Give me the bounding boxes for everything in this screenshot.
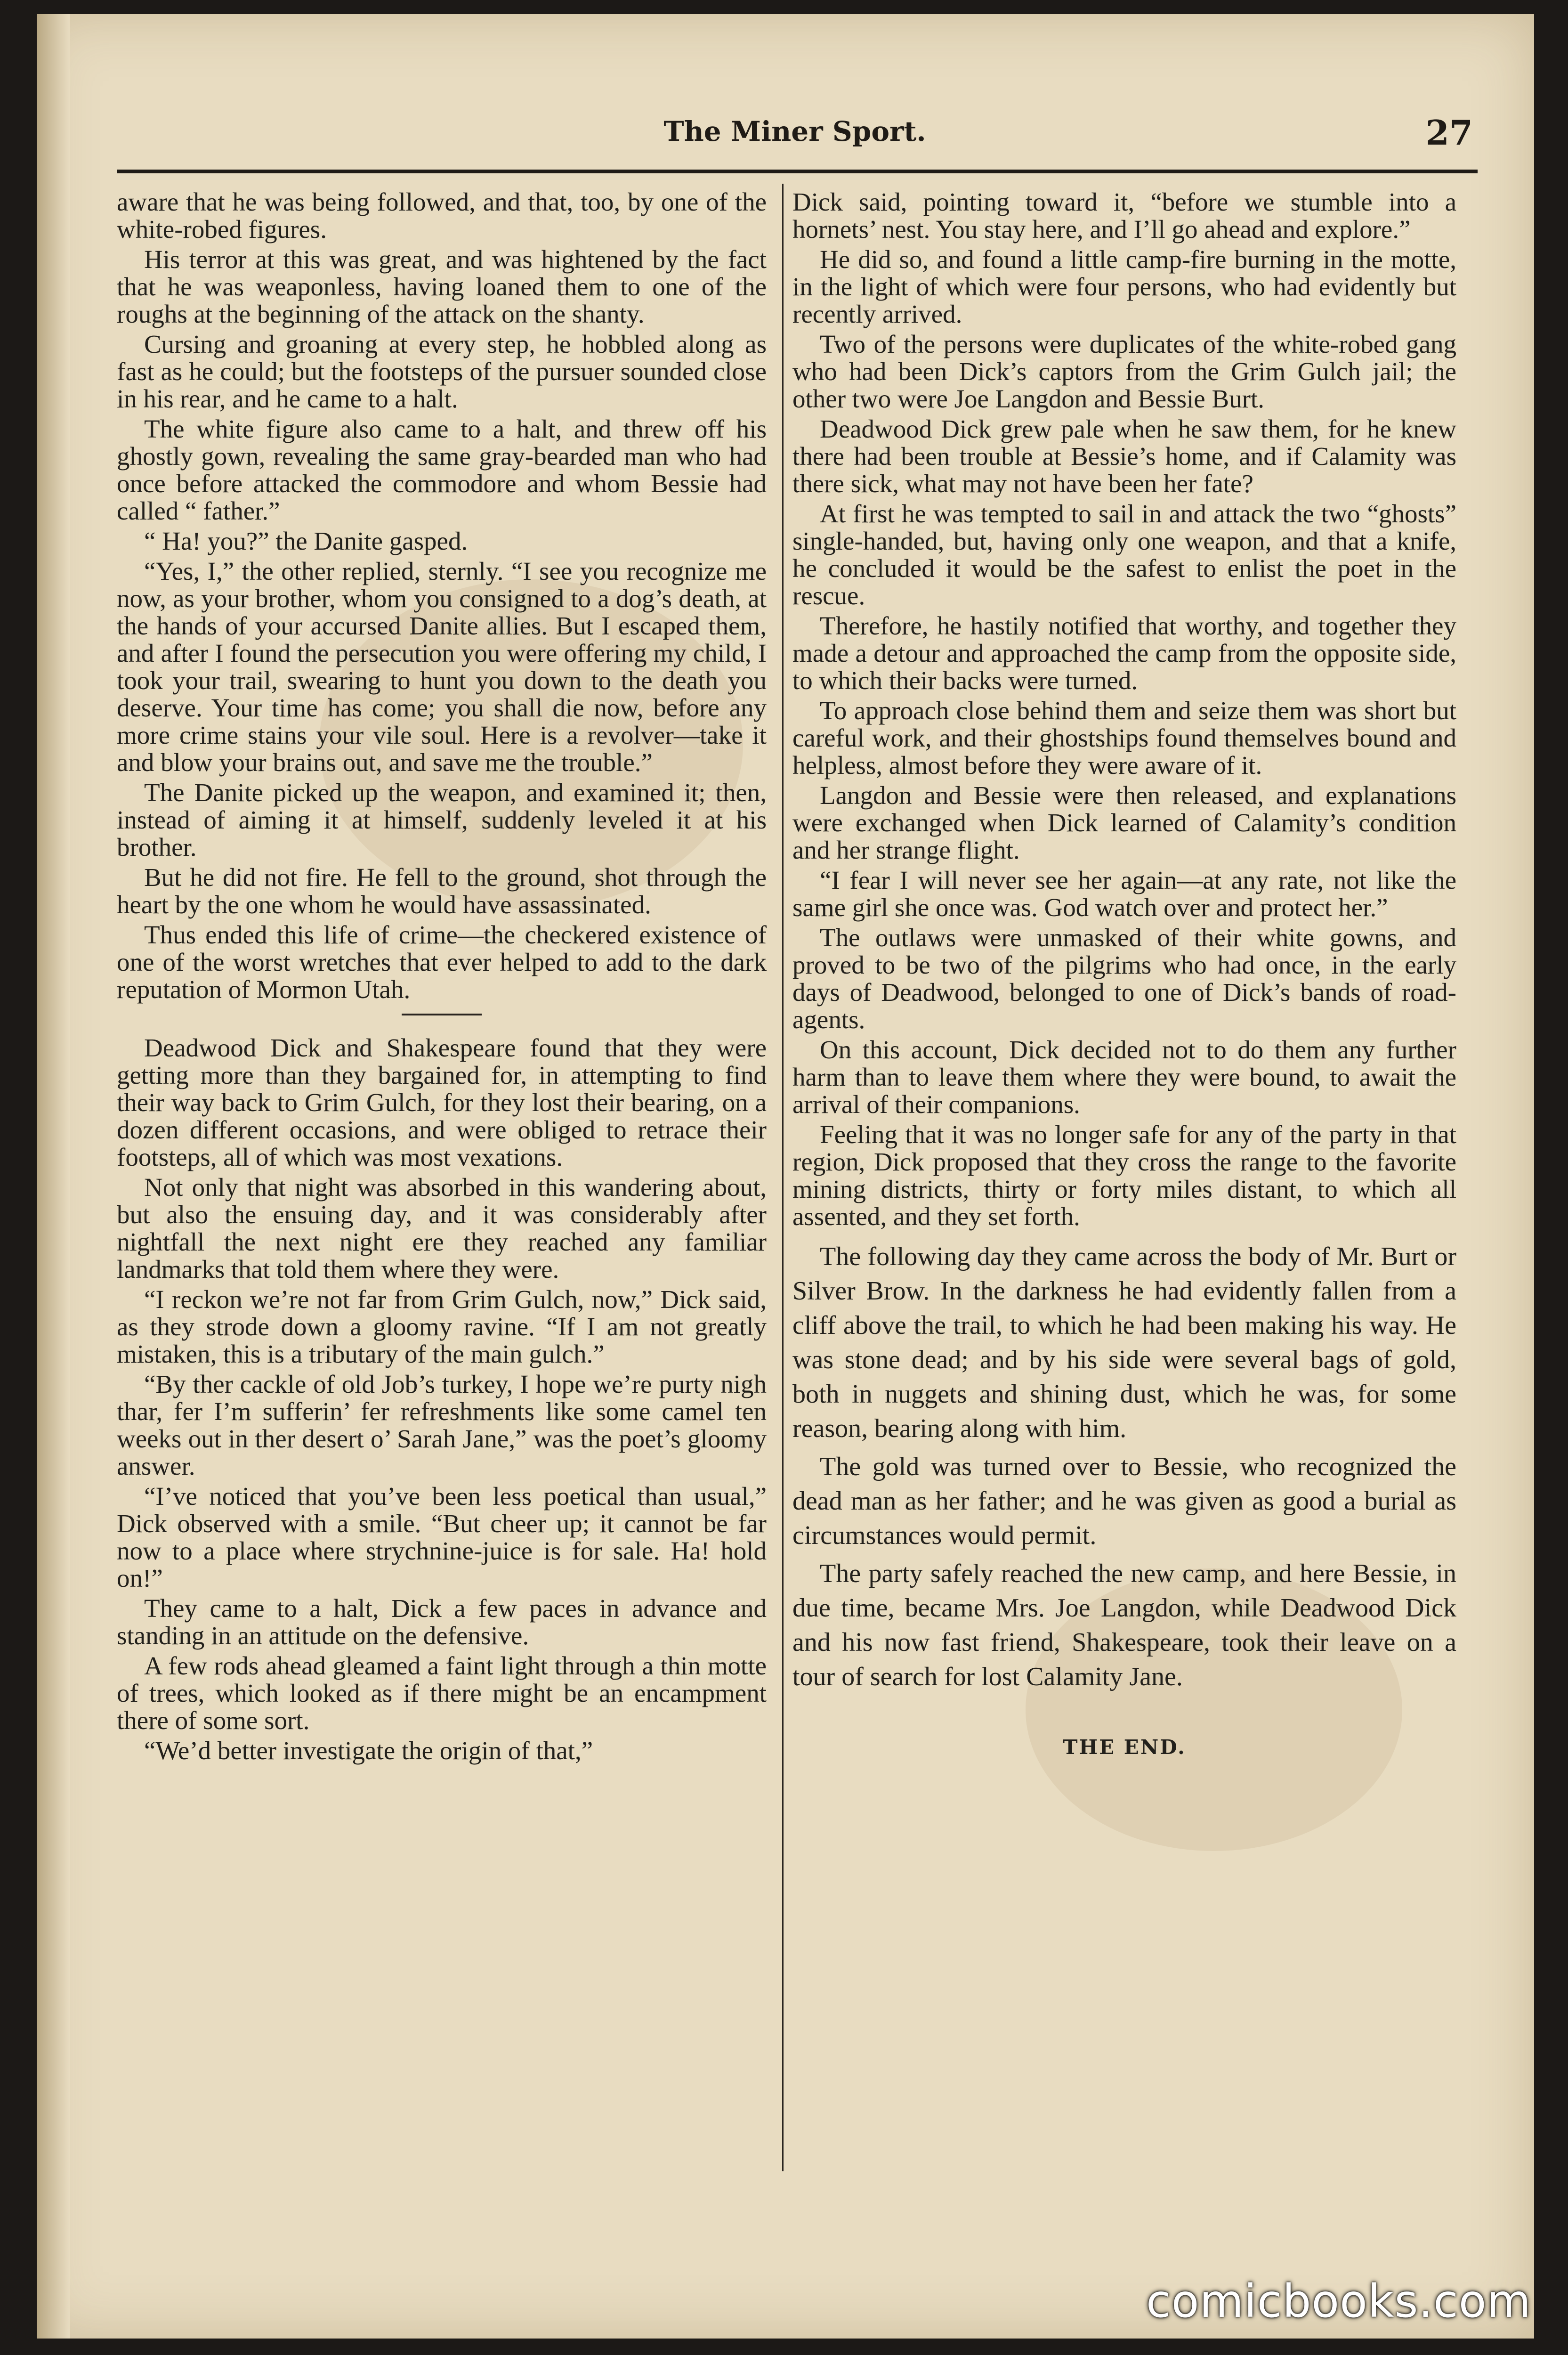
paragraph: He did so, and found a little camp-fire burning in the motte, in the light of which were four persons, who had evidently but recently arrived. (792, 245, 1456, 328)
paragraph: Thus ended this life of crime—the checkered existence of one of the worst wretches that ever helped to add to the dark reputation of Mormon Utah. (117, 920, 767, 1004)
page-number: 27 (1425, 113, 1473, 153)
header-rule (117, 170, 1478, 173)
paragraph: “I fear I will never see her again—at any rate, not like the same girl she once was. God watch over and protect her.” (792, 866, 1456, 922)
paragraph: “By ther cackle of old Job’s turkey, I hope we’re purty nigh thar, fer I’m sufferin’ fer refreshments like some camel ten weeks out in ther desert o’ Sarah Jane,” was the poet’s gloomy answer. (117, 1370, 767, 1480)
paragraph: “Yes, I,” the other replied, sternly. “I see you recognize me now, as your brother, whom you consigned to a dog’s death, at the hands of your accursed Danite allies. But I escaped them, and after I found the persecution you were offering my child, I took your trail, swearing to hunt you down to the death you deserve. Your time has come; you shall die now, before any more crime stains your vile soul. Here is a revolver—take it and blow your brains out, and save me the trouble.” (117, 557, 767, 777)
page-header (117, 115, 1473, 153)
paragraph: “I reckon we’re not far from Grim Gulch, now,” Dick said, as they strode down a gloomy ravine. “If I am not greatly mistaken, this is a tributary of the main gulch.” (117, 1285, 767, 1368)
paragraph: But he did not fire. He fell to the ground, shot through the heart by the one whom he would have assassinated. (117, 863, 767, 919)
paragraph: aware that he was being followed, and that, too, by one of the white-robed figures. (117, 187, 767, 244)
left-section-b (117, 1034, 767, 1764)
magazine-page (37, 14, 1534, 2339)
paragraph: At first he was tempted to sail in and attack the two “ghosts” single-handed, but, having only one weapon, and that a knife, he concluded it would be the safest to enlist the poet in the rescue. (792, 499, 1456, 610)
left-section-a (117, 188, 767, 1003)
page-spine-shadow (37, 14, 70, 2339)
running-title: The Miner Sport. (663, 115, 926, 147)
paragraph: His terror at this was great, and was hightened by the fact that he was weaponless, having loaned them to one of the roughs at the beginning of the attack on the shanty. (117, 245, 767, 328)
paragraph: Deadwood Dick grew pale when he saw them, for he knew there had been trouble at Bessie’s home, and if Calamity was there sick, what may not have been her fate? (792, 414, 1456, 498)
paragraph: Therefore, he hastily notified that worthy, and together they made a detour and approached the camp from the opposite side, to which their backs were turned. (792, 611, 1456, 695)
paragraph: Feeling that it was no longer safe for any of the party in that region, Dick proposed that they cross the range to the favorite mining districts, thirty or forty miles distant, to which all assented, and they set forth. (792, 1120, 1456, 1231)
paragraph: Cursing and groaning at every step, he hobbled along as fast as he could; but the footsteps of the pursuer sounded close in his rear, and he came to a halt. (117, 330, 767, 413)
the-end-label: THE END. (1063, 1736, 1186, 1759)
right-column (792, 188, 1456, 1759)
paragraph: To approach close behind them and seize them was short but careful work, and their ghostships found themselves bound and helpless, almost before they were aware of it. (792, 696, 1456, 780)
paragraph: Two of the persons were duplicates of the white-robed gang who had been Dick’s captors from the Grim Gulch jail; the other two were Joe Langdon and Bessie Burt. (792, 330, 1456, 413)
paragraph: Dick said, pointing toward it, “before we stumble into a hornets’ nest. You stay here, and I’ll go ahead and explore.” (792, 187, 1456, 244)
paragraph: They came to a halt, Dick a few paces in advance and standing in an attitude on the defensive. (117, 1594, 767, 1650)
column-divider (782, 184, 784, 2171)
paragraph: On this account, Dick decided not to do them any further harm than to leave them where they were bound, to await the arrival of their companions. (792, 1035, 1456, 1119)
paragraph: Deadwood Dick and Shakespeare found that they were getting more than they bargained for, in attempting to find their way back to Grim Gulch, for they lost their bearing, on a dozen different occasions, and were obliged to retrace their footsteps, all of which was most vexations. (117, 1033, 767, 1171)
paragraph: Not only that night was absorbed in this wandering about, but also the ensuing day, and it was considerably after nightfall the next night ere they reached any familiar landmarks that told them where they were. (117, 1173, 767, 1283)
section-separator (402, 1014, 482, 1015)
paragraph: The white figure also came to a halt, and threw off his ghostly gown, revealing the same gray-bearded man who had once before attacked the commodore and whom Bessie had called “ father.” (117, 414, 767, 525)
right-section-b (792, 1240, 1456, 1694)
paragraph: The Danite picked up the weapon, and examined it; then, instead of aiming it at himself, suddenly leveled it at his brother. (117, 778, 767, 861)
right-section-a (792, 188, 1456, 1230)
paragraph: The following day they came across the body of Mr. Burt or Silver Brow. In the darkness he had evidently fallen from a cliff above the trail, to which he had been making his way. He was stone dead; and by his side were several bags of gold, both in nuggets and shining dust, which he was, for some reason, bearing along with him. (792, 1242, 1456, 1443)
paragraph: The gold was turned over to Bessie, who recognized the dead man as her father; and he was given as good a burial as circumstances would permit. (792, 1452, 1456, 1550)
paragraph: “I’ve noticed that you’ve been less poetical than usual,” Dick observed with a smile. “But cheer up; it cannot be far now to a place where strychnine-juice is for sale. Ha! hold on!” (117, 1482, 767, 1592)
paragraph: The outlaws were unmasked of their white gowns, and proved to be two of the pilgrims who had once, in the early days of Deadwood, belonged to one of Dick’s bands of road-agents. (792, 923, 1456, 1034)
paragraph: The party safely reached the new camp, and here Bessie, in due time, became Mrs. Joe Langdon, while Deadwood Dick and his now fast friend, Shakespeare, took their leave on a tour of search for lost Calamity Jane. (792, 1559, 1456, 1691)
paragraph: “ Ha! you?” the Danite gasped. (144, 527, 468, 555)
paragraph: “We’d better investigate the origin of that,” (144, 1736, 593, 1765)
paragraph: Langdon and Bessie were then released, and explanations were exchanged when Dick learned of Calamity’s condition and her strange flight. (792, 781, 1456, 864)
left-column (117, 188, 767, 1767)
site-watermark: comicbooks.com (1146, 2275, 1531, 2328)
paragraph: A few rods ahead gleamed a faint light through a thin motte of trees, which looked as if there might be an encampment there of some sort. (117, 1651, 767, 1735)
